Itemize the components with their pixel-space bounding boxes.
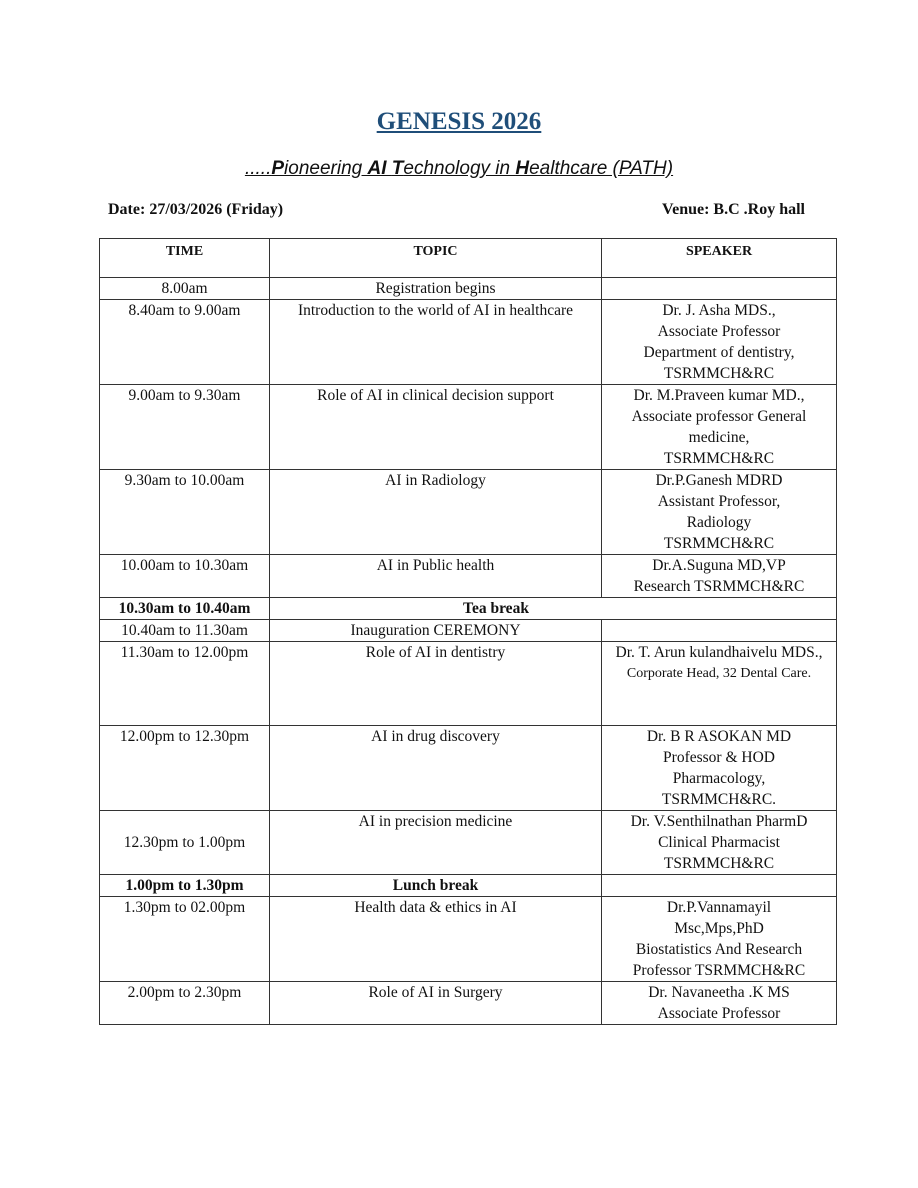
row-time: 1.00pm to 1.30pm bbox=[100, 875, 270, 897]
header-time: TIME bbox=[100, 239, 270, 278]
row-time: 8.40am to 9.00am bbox=[100, 300, 270, 385]
row-time: 8.00am bbox=[100, 278, 270, 300]
row-time: 12.30pm to 1.00pm bbox=[100, 811, 270, 875]
row-speaker: Dr.P.Ganesh MDRD Assistant Professor, Radiology TSRMMCH&RC bbox=[602, 470, 837, 555]
row-time: 12.00pm to 12.30pm bbox=[100, 726, 270, 811]
row-topic: Role of AI in dentistry bbox=[270, 642, 602, 726]
table-row bbox=[100, 470, 837, 555]
row-topic: Inauguration CEREMONY bbox=[270, 620, 602, 642]
row-time: 9.30am to 10.00am bbox=[100, 470, 270, 555]
row-topic: Health data & ethics in AI bbox=[270, 897, 602, 982]
header-topic: TOPIC bbox=[270, 239, 602, 278]
row-topic: Role of AI in clinical decision support bbox=[270, 385, 602, 470]
row-topic: Lunch break bbox=[270, 875, 602, 897]
row-speaker: Dr. J. Asha MDS., Associate Professor Department of dentistry, TSRMMCH&RC bbox=[602, 300, 837, 385]
event-subtitle: .....Pioneering AI Technology in Healthcare (PATH) bbox=[244, 158, 674, 179]
row-topic: AI in Public health bbox=[270, 555, 602, 598]
schedule-table bbox=[99, 238, 837, 1025]
row-speaker bbox=[602, 875, 837, 897]
table-row-break bbox=[100, 875, 837, 897]
table-header-row bbox=[100, 239, 837, 278]
row-speaker: Dr. Navaneetha .K MS Associate Professor bbox=[602, 982, 837, 1025]
table-row bbox=[100, 726, 837, 811]
table-row bbox=[100, 300, 837, 385]
row-time: 1.30pm to 02.00pm bbox=[100, 897, 270, 982]
table-row bbox=[100, 278, 837, 300]
row-speaker: Dr. V.Senthilnathan PharmD Clinical Pharmacist TSRMMCH&RC bbox=[602, 811, 837, 875]
row-topic: AI in Radiology bbox=[270, 470, 602, 555]
row-speaker bbox=[602, 620, 837, 642]
row-topic: Role of AI in Surgery bbox=[270, 982, 602, 1025]
row-time: 10.00am to 10.30am bbox=[100, 555, 270, 598]
row-topic: Tea break bbox=[270, 598, 837, 620]
table-row bbox=[100, 897, 837, 982]
row-time: 10.30am to 10.40am bbox=[100, 598, 270, 620]
table-row bbox=[100, 642, 837, 726]
table-row bbox=[100, 811, 837, 875]
row-time: 2.00pm to 2.30pm bbox=[100, 982, 270, 1025]
row-time: 10.40am to 11.30am bbox=[100, 620, 270, 642]
row-topic: Introduction to the world of AI in healthcare bbox=[270, 300, 602, 385]
row-speaker: Dr. B R ASOKAN MD Professor & HOD Pharmacology, TSRMMCH&RC. bbox=[602, 726, 837, 811]
row-speaker: Dr.P.Vannamayil Msc,Mps,PhD Biostatistics And Research Professor TSRMMCH&RC bbox=[602, 897, 837, 982]
event-venue: Venue: B.C .Roy hall bbox=[662, 201, 805, 218]
row-topic: AI in precision medicine bbox=[270, 811, 602, 875]
row-speaker bbox=[602, 278, 837, 300]
table-row bbox=[100, 620, 837, 642]
row-time: 11.30am to 12.00pm bbox=[100, 642, 270, 726]
row-time: 9.00am to 9.30am bbox=[100, 385, 270, 470]
row-speaker: Dr. M.Praveen kumar MD., Associate professor General medicine, TSRMMCH&RC bbox=[602, 385, 837, 470]
table-row bbox=[100, 982, 837, 1025]
event-date: Date: 27/03/2026 (Friday) bbox=[108, 201, 284, 218]
table-row-break bbox=[100, 598, 837, 620]
row-topic: AI in drug discovery bbox=[270, 726, 602, 811]
event-title: GENESIS 2026 bbox=[376, 108, 542, 135]
table-row bbox=[100, 555, 837, 598]
table-row bbox=[100, 385, 837, 470]
row-speaker: Dr. T. Arun kulandhaivelu MDS., Corporate Head, 32 Dental Care. bbox=[602, 642, 837, 726]
row-topic: Registration begins bbox=[270, 278, 602, 300]
row-speaker: Dr.A.Suguna MD,VP Research TSRMMCH&RC bbox=[602, 555, 837, 598]
header-speaker: SPEAKER bbox=[602, 239, 837, 278]
